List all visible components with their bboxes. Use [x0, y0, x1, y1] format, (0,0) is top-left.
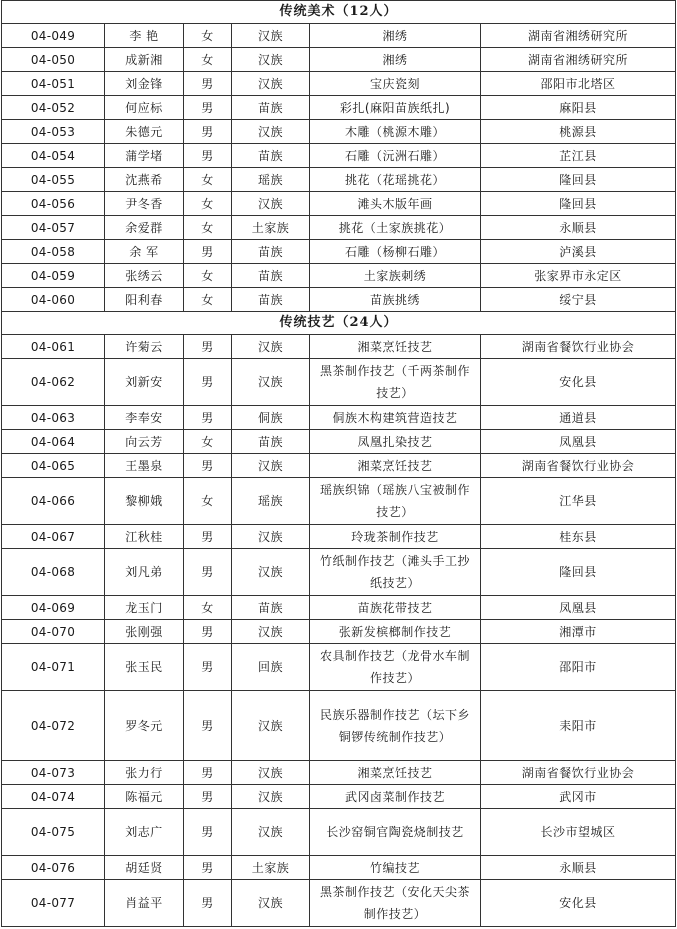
- name-cell: 张绣云: [105, 264, 184, 288]
- table-row: [2, 216, 676, 240]
- ethnicity-cell: 汉族: [232, 880, 310, 927]
- table-row: [2, 144, 676, 168]
- name-cell: 刘凡弟: [105, 549, 184, 596]
- location-cell: 安化县: [481, 880, 676, 927]
- table-row: [2, 168, 676, 192]
- code-cell: 04-049: [2, 24, 105, 48]
- code-cell: 04-056: [2, 192, 105, 216]
- gender-cell: 男: [184, 549, 232, 596]
- gender-cell: 女: [184, 24, 232, 48]
- code-cell: 04-065: [2, 454, 105, 478]
- code-cell: 04-066: [2, 478, 105, 525]
- gender-cell: 女: [184, 48, 232, 72]
- ethnicity-cell: 瑶族: [232, 168, 310, 192]
- gender-cell: 男: [184, 240, 232, 264]
- location-cell: 麻阳县: [481, 96, 676, 120]
- project-cell: 苗族挑绣: [310, 288, 481, 312]
- project-cell: 挑花（土家族挑花）: [310, 216, 481, 240]
- name-cell: 江秋桂: [105, 525, 184, 549]
- section-header-row: [2, 1, 676, 24]
- project-cell: 玲珑茶制作技艺: [310, 525, 481, 549]
- table-row: [2, 478, 676, 525]
- code-cell: 04-051: [2, 72, 105, 96]
- ethnicity-cell: 汉族: [232, 335, 310, 359]
- table-row: [2, 335, 676, 359]
- gender-cell: 女: [184, 596, 232, 620]
- location-cell: 泸溪县: [481, 240, 676, 264]
- name-cell: 蒲学堵: [105, 144, 184, 168]
- ethnicity-cell: 苗族: [232, 96, 310, 120]
- location-cell: 芷江县: [481, 144, 676, 168]
- project-cell: 瑶族织锦（瑶族八宝被制作技艺）: [310, 478, 481, 525]
- gender-cell: 女: [184, 192, 232, 216]
- project-cell: 苗族花带技艺: [310, 596, 481, 620]
- ethnicity-cell: 回族: [232, 644, 310, 691]
- name-cell: 刘金锋: [105, 72, 184, 96]
- gender-cell: 男: [184, 880, 232, 927]
- ethnicity-cell: 汉族: [232, 359, 310, 406]
- project-cell: 黑茶制作技艺（安化天尖茶制作技艺）: [310, 880, 481, 927]
- project-cell: 凤凰扎染技艺: [310, 430, 481, 454]
- project-cell: 武冈卤菜制作技艺: [310, 785, 481, 809]
- location-cell: 隆回县: [481, 192, 676, 216]
- ethnicity-cell: 苗族: [232, 288, 310, 312]
- gender-cell: 女: [184, 168, 232, 192]
- table-row: [2, 240, 676, 264]
- code-cell: 04-077: [2, 880, 105, 927]
- code-cell: 04-071: [2, 644, 105, 691]
- name-cell: 李 艳: [105, 24, 184, 48]
- location-cell: 湖南省餐饮行业协会: [481, 761, 676, 785]
- ethnicity-cell: 汉族: [232, 120, 310, 144]
- gender-cell: 女: [184, 430, 232, 454]
- location-cell: 桂东县: [481, 525, 676, 549]
- name-cell: 余爱群: [105, 216, 184, 240]
- name-cell: 刘志广: [105, 809, 184, 856]
- name-cell: 肖益平: [105, 880, 184, 927]
- ethnicity-cell: 苗族: [232, 144, 310, 168]
- project-cell: 湘菜烹饪技艺: [310, 761, 481, 785]
- ethnicity-cell: 汉族: [232, 24, 310, 48]
- ethnicity-cell: 汉族: [232, 72, 310, 96]
- gender-cell: 男: [184, 785, 232, 809]
- section-title: 传统技艺（24人）: [2, 312, 676, 335]
- table-row: [2, 785, 676, 809]
- ethnicity-cell: 汉族: [232, 454, 310, 478]
- ethnicity-cell: 汉族: [232, 809, 310, 856]
- name-cell: 罗冬元: [105, 691, 184, 761]
- gender-cell: 男: [184, 72, 232, 96]
- table-row: [2, 454, 676, 478]
- location-cell: 邵阳市: [481, 644, 676, 691]
- code-cell: 04-055: [2, 168, 105, 192]
- location-cell: 湖南省餐饮行业协会: [481, 335, 676, 359]
- location-cell: 隆回县: [481, 549, 676, 596]
- table-row: [2, 809, 676, 856]
- project-cell: 湘菜烹饪技艺: [310, 335, 481, 359]
- table-row: [2, 644, 676, 691]
- name-cell: 刘新安: [105, 359, 184, 406]
- name-cell: 张刚强: [105, 620, 184, 644]
- code-cell: 04-057: [2, 216, 105, 240]
- gender-cell: 男: [184, 525, 232, 549]
- gender-cell: 男: [184, 761, 232, 785]
- code-cell: 04-073: [2, 761, 105, 785]
- table-row: [2, 430, 676, 454]
- project-cell: 宝庆瓷刻: [310, 72, 481, 96]
- ethnicity-cell: 汉族: [232, 691, 310, 761]
- table-body: [2, 1, 676, 927]
- ethnicity-cell: 汉族: [232, 785, 310, 809]
- location-cell: 永顺县: [481, 856, 676, 880]
- name-cell: 李奉安: [105, 406, 184, 430]
- project-cell: 黑茶制作技艺（千两茶制作技艺）: [310, 359, 481, 406]
- project-cell: 侗族木构建筑营造技艺: [310, 406, 481, 430]
- location-cell: 湖南省湘绣研究所: [481, 24, 676, 48]
- project-cell: 农具制作技艺（龙骨水车制作技艺）: [310, 644, 481, 691]
- ethnicity-cell: 汉族: [232, 192, 310, 216]
- code-cell: 04-060: [2, 288, 105, 312]
- location-cell: 湘潭市: [481, 620, 676, 644]
- name-cell: 沈燕希: [105, 168, 184, 192]
- code-cell: 04-061: [2, 335, 105, 359]
- ethnicity-cell: 汉族: [232, 549, 310, 596]
- gender-cell: 女: [184, 288, 232, 312]
- table-row: [2, 525, 676, 549]
- code-cell: 04-069: [2, 596, 105, 620]
- section-title: 传统美术（12人）: [2, 1, 676, 24]
- table-row: [2, 264, 676, 288]
- project-cell: 湘绣: [310, 48, 481, 72]
- name-cell: 向云芳: [105, 430, 184, 454]
- location-cell: 湖南省餐饮行业协会: [481, 454, 676, 478]
- location-cell: 湖南省湘绣研究所: [481, 48, 676, 72]
- gender-cell: 男: [184, 856, 232, 880]
- name-cell: 余 军: [105, 240, 184, 264]
- table-row: [2, 72, 676, 96]
- code-cell: 04-064: [2, 430, 105, 454]
- gender-cell: 女: [184, 264, 232, 288]
- gender-cell: 男: [184, 691, 232, 761]
- gender-cell: 男: [184, 144, 232, 168]
- ethnicity-cell: 土家族: [232, 216, 310, 240]
- ethnicity-cell: 苗族: [232, 264, 310, 288]
- ethnicity-cell: 汉族: [232, 761, 310, 785]
- location-cell: 隆回县: [481, 168, 676, 192]
- name-cell: 陈福元: [105, 785, 184, 809]
- code-cell: 04-063: [2, 406, 105, 430]
- project-cell: 滩头木版年画: [310, 192, 481, 216]
- project-cell: 湘菜烹饪技艺: [310, 454, 481, 478]
- project-cell: 长沙窑铜官陶瓷烧制技艺: [310, 809, 481, 856]
- location-cell: 桃源县: [481, 120, 676, 144]
- name-cell: 黎柳娥: [105, 478, 184, 525]
- name-cell: 胡廷贤: [105, 856, 184, 880]
- location-cell: 江华县: [481, 478, 676, 525]
- gender-cell: 男: [184, 96, 232, 120]
- table-row: [2, 359, 676, 406]
- ethnicity-cell: 汉族: [232, 525, 310, 549]
- ethnicity-cell: 苗族: [232, 240, 310, 264]
- gender-cell: 女: [184, 216, 232, 240]
- code-cell: 04-053: [2, 120, 105, 144]
- name-cell: 许菊云: [105, 335, 184, 359]
- table-row: [2, 406, 676, 430]
- gender-cell: 男: [184, 120, 232, 144]
- ethnicity-cell: 汉族: [232, 620, 310, 644]
- location-cell: 凤凰县: [481, 596, 676, 620]
- code-cell: 04-068: [2, 549, 105, 596]
- name-cell: 张力行: [105, 761, 184, 785]
- gender-cell: 男: [184, 335, 232, 359]
- table-row: [2, 288, 676, 312]
- name-cell: 王墨泉: [105, 454, 184, 478]
- project-cell: 民族乐器制作技艺（坛下乡铜锣传统制作技艺）: [310, 691, 481, 761]
- project-cell: 石雕（沅洲石雕）: [310, 144, 481, 168]
- name-cell: 张玉民: [105, 644, 184, 691]
- table-row: [2, 691, 676, 761]
- project-cell: 张新发槟榔制作技艺: [310, 620, 481, 644]
- gender-cell: 男: [184, 359, 232, 406]
- location-cell: 邵阳市北塔区: [481, 72, 676, 96]
- name-cell: 龙玉门: [105, 596, 184, 620]
- table-row: [2, 96, 676, 120]
- table-row: [2, 549, 676, 596]
- ethnicity-cell: 苗族: [232, 596, 310, 620]
- inheritor-table: [1, 0, 676, 927]
- code-cell: 04-072: [2, 691, 105, 761]
- ethnicity-cell: 汉族: [232, 48, 310, 72]
- section-header-row: [2, 312, 676, 335]
- ethnicity-cell: 侗族: [232, 406, 310, 430]
- ethnicity-cell: 土家族: [232, 856, 310, 880]
- table-row: [2, 48, 676, 72]
- table-row: [2, 192, 676, 216]
- table-row: [2, 856, 676, 880]
- code-cell: 04-075: [2, 809, 105, 856]
- project-cell: 木雕（桃源木雕）: [310, 120, 481, 144]
- location-cell: 通道县: [481, 406, 676, 430]
- location-cell: 凤凰县: [481, 430, 676, 454]
- gender-cell: 女: [184, 478, 232, 525]
- project-cell: 湘绣: [310, 24, 481, 48]
- ethnicity-cell: 苗族: [232, 430, 310, 454]
- name-cell: 阳利春: [105, 288, 184, 312]
- table-row: [2, 24, 676, 48]
- code-cell: 04-076: [2, 856, 105, 880]
- location-cell: 耒阳市: [481, 691, 676, 761]
- code-cell: 04-058: [2, 240, 105, 264]
- table-row: [2, 880, 676, 927]
- table-row: [2, 620, 676, 644]
- name-cell: 朱德元: [105, 120, 184, 144]
- gender-cell: 男: [184, 620, 232, 644]
- name-cell: 成新湘: [105, 48, 184, 72]
- project-cell: 石雕（杨柳石雕）: [310, 240, 481, 264]
- code-cell: 04-059: [2, 264, 105, 288]
- code-cell: 04-054: [2, 144, 105, 168]
- table-row: [2, 120, 676, 144]
- code-cell: 04-067: [2, 525, 105, 549]
- location-cell: 张家界市永定区: [481, 264, 676, 288]
- location-cell: 安化县: [481, 359, 676, 406]
- ethnicity-cell: 瑶族: [232, 478, 310, 525]
- location-cell: 绥宁县: [481, 288, 676, 312]
- project-cell: 彩扎(麻阳苗族纸扎): [310, 96, 481, 120]
- location-cell: 长沙市望城区: [481, 809, 676, 856]
- code-cell: 04-052: [2, 96, 105, 120]
- name-cell: 尹冬香: [105, 192, 184, 216]
- code-cell: 04-050: [2, 48, 105, 72]
- table-row: [2, 761, 676, 785]
- location-cell: 永顺县: [481, 216, 676, 240]
- table-row: [2, 596, 676, 620]
- project-cell: 土家族刺绣: [310, 264, 481, 288]
- project-cell: 竹纸制作技艺（滩头手工抄纸技艺）: [310, 549, 481, 596]
- code-cell: 04-062: [2, 359, 105, 406]
- code-cell: 04-070: [2, 620, 105, 644]
- project-cell: 挑花（花瑶挑花）: [310, 168, 481, 192]
- location-cell: 武冈市: [481, 785, 676, 809]
- gender-cell: 男: [184, 644, 232, 691]
- project-cell: 竹编技艺: [310, 856, 481, 880]
- code-cell: 04-074: [2, 785, 105, 809]
- gender-cell: 男: [184, 809, 232, 856]
- gender-cell: 男: [184, 406, 232, 430]
- gender-cell: 男: [184, 454, 232, 478]
- name-cell: 何应标: [105, 96, 184, 120]
